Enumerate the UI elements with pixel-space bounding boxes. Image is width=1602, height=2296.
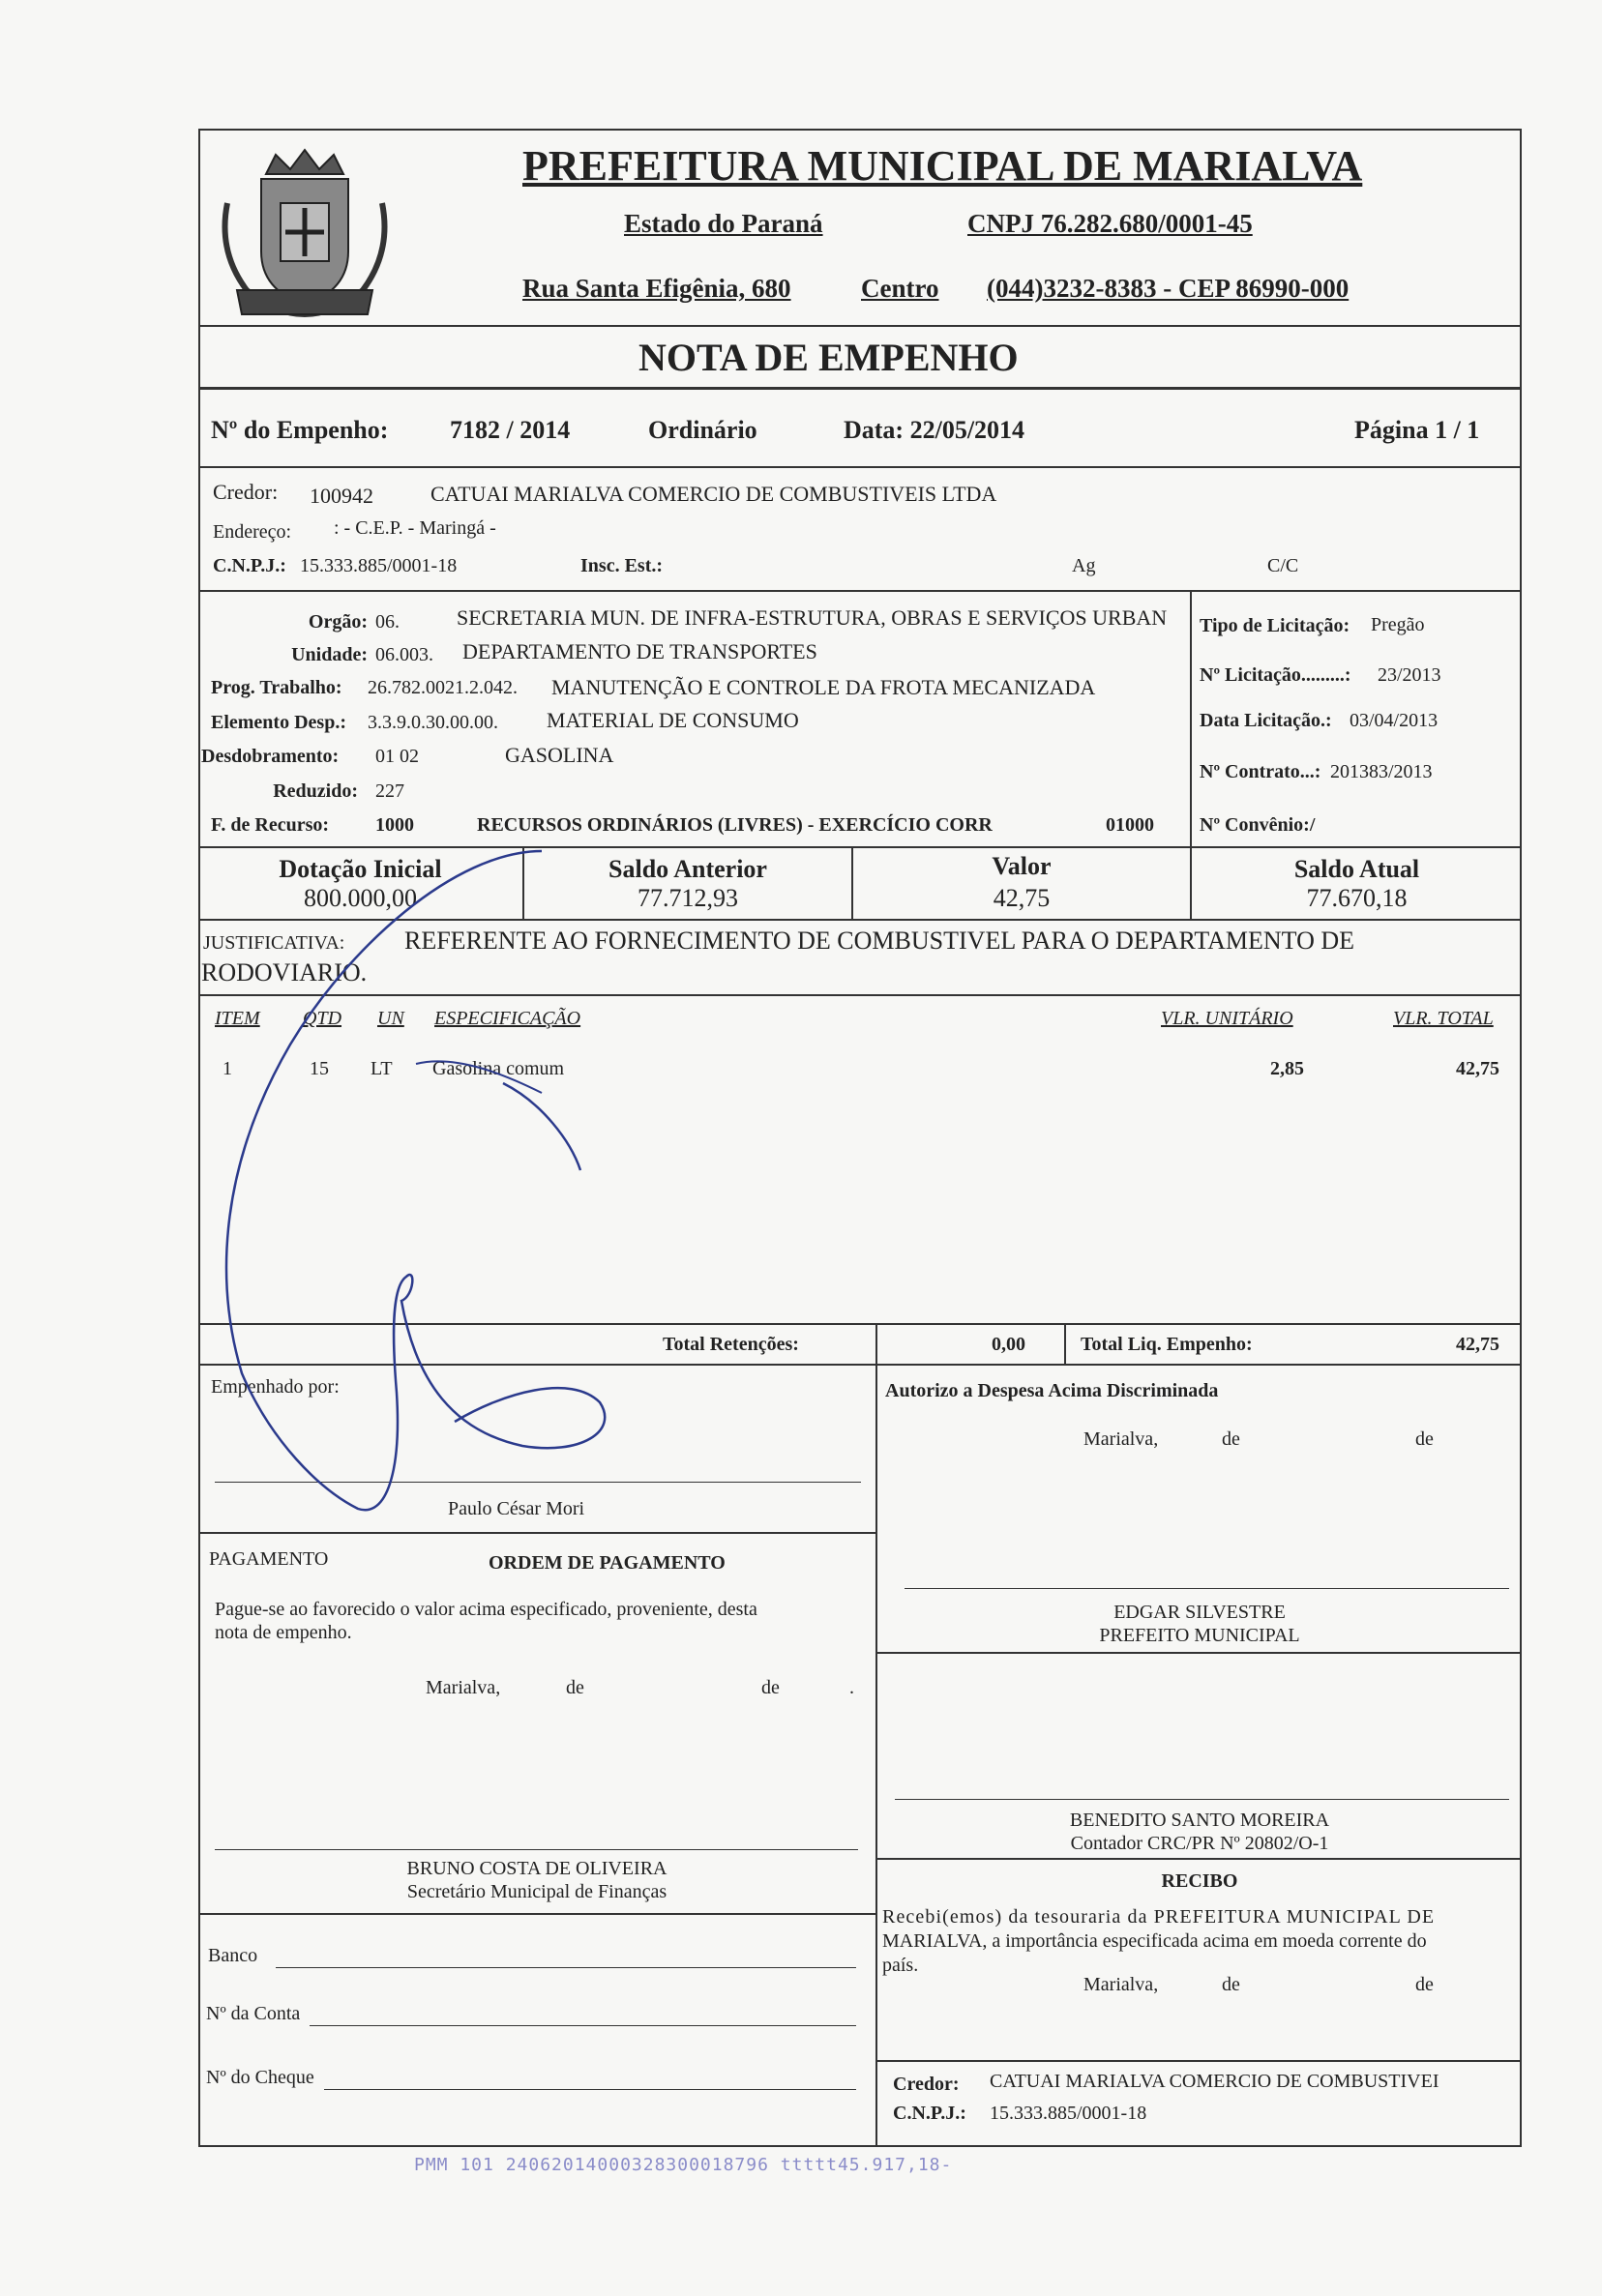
- secretario-role: Secretário Municipal de Finanças: [406, 1881, 668, 1902]
- cheque-label: Nº do Cheque: [206, 2067, 314, 2088]
- prog-label: Prog. Trabalho:: [211, 677, 342, 698]
- recurso-number: 01000: [1106, 814, 1154, 836]
- saldo-anterior-label: Saldo Anterior: [608, 855, 767, 883]
- recibo-credor-label: Credor:: [893, 2074, 960, 2095]
- justificativa-label: JUSTIFICATIVA:: [203, 932, 345, 954]
- recibo-credor-name: CATUAI MARIALVA COMERCIO DE COMBUSTIVEI: [990, 2071, 1439, 2092]
- row-un: LT: [371, 1058, 393, 1079]
- recibo-de1: de: [1222, 1974, 1240, 1995]
- coat-of-arms-icon: [208, 135, 401, 329]
- pagamento-de1: de: [566, 1677, 584, 1698]
- liq-empenho-label: Total Liq. Empenho:: [1081, 1334, 1253, 1355]
- cc-label: C/C: [1267, 555, 1299, 576]
- unidade-name: DEPARTAMENTO DE TRANSPORTES: [462, 639, 817, 663]
- saldo-atual-value: 77.670,18: [1306, 884, 1408, 912]
- row-qtd: 15: [310, 1058, 329, 1079]
- pagamento-place: Marialva,: [426, 1677, 501, 1698]
- ag-label: Ag: [1072, 555, 1096, 576]
- credor-label: Credor:: [213, 480, 279, 504]
- orgao-label: Orgão:: [308, 611, 368, 633]
- tipo-licitacao-value: Pregão: [1371, 614, 1425, 635]
- recibo-cnpj-label: C.N.P.J.:: [893, 2103, 966, 2124]
- phone-cep-header: (044)3232-8383 - CEP 86990-000: [987, 274, 1350, 303]
- pagamento-text2: nota de empenho.: [215, 1622, 352, 1643]
- col-item: ITEM: [215, 1008, 260, 1029]
- empenhado-name: Paulo César Mori: [448, 1498, 585, 1519]
- justificativa-line1: REFERENTE AO FORNECIMENTO DE COMBUSTIVEL PARA O DEPARTAMENTO DE: [404, 927, 1355, 955]
- state-label: Estado do Paraná: [624, 209, 823, 238]
- row-unit-price: 2,85: [1270, 1058, 1304, 1079]
- data-licitacao-label: Data Licitação.:: [1200, 710, 1332, 731]
- desdob-label: Desdobramento:: [201, 746, 340, 767]
- orgao-name: SECRETARIA MUN. DE INFRA-ESTRUTURA, OBRAS E SERVIÇOS URBAN: [457, 605, 1168, 630]
- empenho-date: Data: 22/05/2014: [844, 416, 1025, 444]
- credor-address: : - C.E.P. - Maringá -: [334, 517, 496, 539]
- col-unit-price: VLR. UNITÁRIO: [1161, 1008, 1293, 1029]
- convenio-label: Nº Convênio:/: [1200, 814, 1316, 836]
- pagamento-text1: Pague-se ao favorecido o valor acima especificado, proveniente, desta: [215, 1599, 757, 1620]
- liq-empenho-value: 42,75: [1456, 1334, 1499, 1355]
- credor-code: 100942: [310, 484, 373, 508]
- num-licitacao-value: 23/2013: [1378, 664, 1441, 686]
- contrato-value: 201383/2013: [1330, 761, 1433, 782]
- empenho-type: Ordinário: [648, 416, 757, 444]
- cnpj-header: CNPJ 76.282.680/0001-45: [967, 209, 1253, 238]
- recibo-de2: de: [1415, 1974, 1434, 1995]
- valor-value: 42,75: [993, 884, 1051, 912]
- pagamento-label: PAGAMENTO: [209, 1548, 329, 1570]
- col-spec: ESPECIFICAÇÃO: [434, 1008, 581, 1029]
- banco-label: Banco: [208, 1945, 258, 1966]
- dotacao-value: 800.000,00: [304, 884, 417, 912]
- credor-name: CATUAI MARIALVA COMERCIO DE COMBUSTIVEIS LTDA: [430, 482, 997, 506]
- credor-cnpj: 15.333.885/0001-18: [300, 555, 458, 576]
- valor-label: Valor: [992, 852, 1052, 880]
- pagamento-dot: .: [849, 1677, 854, 1698]
- secretario-name: BRUNO COSTA DE OLIVEIRA: [406, 1858, 668, 1879]
- district-header: Centro: [861, 274, 939, 303]
- conta-label: Nº da Conta: [206, 2003, 301, 2024]
- page-number: Página 1 / 1: [1354, 416, 1480, 444]
- barcode-text: PMM 101 24062014000328300018796 ttttt45.917,18-: [414, 2155, 953, 2175]
- dotacao-label: Dotação Inicial: [279, 855, 442, 883]
- contador-role: Contador CRC/PR Nº 20802/O-1: [1070, 1833, 1329, 1854]
- reduzido-label: Reduzido:: [273, 780, 358, 802]
- empenho-number: 7182 / 2014: [450, 416, 571, 444]
- elemento-label: Elemento Desp.:: [211, 712, 346, 733]
- retencoes-label: Total Retenções:: [663, 1334, 799, 1355]
- saldo-atual-label: Saldo Atual: [1293, 855, 1420, 883]
- desdob-name: GASOLINA: [505, 743, 614, 767]
- recibo-text3: país.: [882, 1955, 919, 1976]
- retencoes-value: 0,00: [992, 1334, 1025, 1355]
- address-header: Rua Santa Efigênia, 680: [522, 274, 791, 303]
- row-spec: Gasolina comum: [432, 1058, 565, 1079]
- ordem-pagamento-title: ORDEM DE PAGAMENTO: [489, 1552, 726, 1574]
- empenhado-label: Empenhado por:: [211, 1376, 340, 1398]
- insc-label: Insc. Est.:: [580, 555, 664, 576]
- tipo-licitacao-label: Tipo de Licitação:: [1200, 615, 1350, 636]
- data-licitacao-value: 03/04/2013: [1350, 710, 1439, 731]
- orgao-code: 06.: [375, 611, 400, 633]
- recibo-place: Marialva,: [1083, 1974, 1159, 1995]
- elemento-code: 3.3.9.0.30.00.00.: [368, 712, 498, 733]
- col-qtd: QTD: [303, 1008, 342, 1029]
- row-item: 1: [222, 1058, 232, 1079]
- autorizo-place: Marialva,: [1083, 1428, 1159, 1450]
- page-title: PREFEITURA MUNICIPAL DE MARIALVA: [522, 142, 1363, 190]
- contrato-label: Nº Contrato...:: [1200, 761, 1321, 782]
- contador-name: BENEDITO SANTO MOREIRA: [1069, 1810, 1330, 1831]
- recurso-code: 1000: [375, 814, 414, 836]
- empenho-label: Nº do Empenho:: [211, 416, 389, 444]
- col-total: VLR. TOTAL: [1393, 1008, 1494, 1029]
- prog-name: MANUTENÇÃO E CONTROLE DA FROTA MECANIZADA: [551, 675, 1096, 699]
- autorizo-de2: de: [1415, 1428, 1434, 1450]
- unidade-code: 06.003.: [375, 644, 433, 665]
- autorizo-de1: de: [1222, 1428, 1240, 1450]
- address-label: Endereço:: [213, 521, 292, 543]
- num-licitacao-label: Nº Licitação.........:: [1200, 664, 1351, 686]
- recurso-name: RECURSOS ORDINÁRIOS (LIVRES) - EXERCÍCIO CORR: [477, 814, 993, 836]
- reduzido-value: 227: [375, 780, 404, 802]
- recibo-text2: MARIALVA, a importância especificada acima em moeda corrente do: [882, 1930, 1427, 1952]
- document-title: NOTA DE EMPENHO: [638, 336, 1019, 379]
- unidade-label: Unidade:: [291, 644, 368, 665]
- saldo-anterior-value: 77.712,93: [638, 884, 738, 912]
- row-total: 42,75: [1456, 1058, 1499, 1079]
- prefeito-name: EDGAR SILVESTRE: [1113, 1602, 1286, 1623]
- col-un: UN: [377, 1008, 404, 1029]
- prefeito-role: PREFEITO MUNICIPAL: [1099, 1625, 1300, 1646]
- cnpj-label: C.N.P.J.:: [213, 555, 286, 576]
- pagamento-de2: de: [761, 1677, 780, 1698]
- autorizo-title: Autorizo a Despesa Acima Discriminada: [885, 1380, 1219, 1401]
- justificativa-line2: RODOVIARIO.: [201, 958, 368, 986]
- recibo-cnpj-value: 15.333.885/0001-18: [990, 2103, 1147, 2124]
- recibo-text1: Recebi(emos) da tesouraria da PREFEITURA MUNICIPAL DE: [882, 1906, 1436, 1928]
- recibo-title: RECIBO: [1161, 1870, 1238, 1892]
- desdob-code: 01 02: [375, 746, 419, 767]
- elemento-name: MATERIAL DE CONSUMO: [547, 708, 799, 732]
- prog-code: 26.782.0021.2.042.: [368, 677, 518, 698]
- recurso-label: F. de Recurso:: [211, 814, 330, 836]
